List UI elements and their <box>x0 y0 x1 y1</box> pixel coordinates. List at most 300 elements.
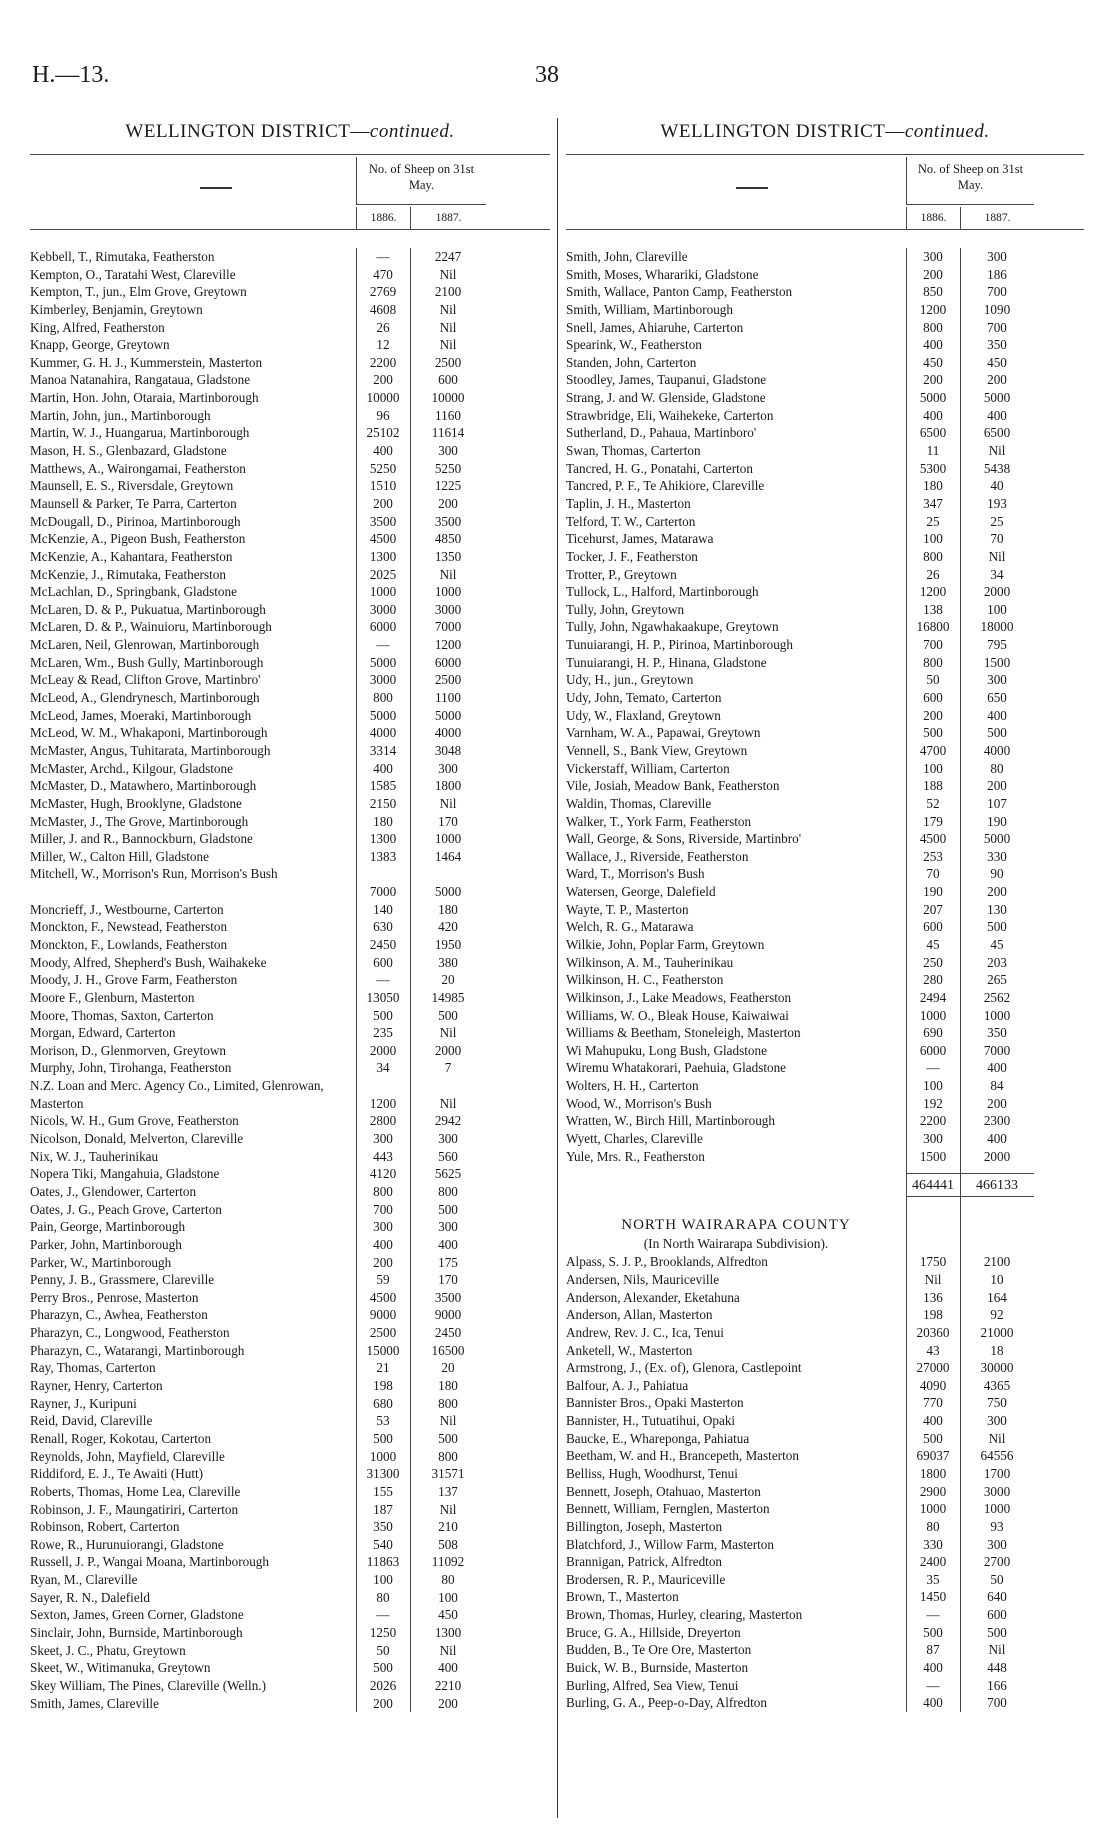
sheep-1887-value: 2100 <box>434 284 462 300</box>
sheep-1886-value: 1200 <box>369 1095 397 1111</box>
table-row <box>30 989 550 1007</box>
column-divider <box>557 118 558 1818</box>
owner-name: Strawbridge, Eli, Waihekeke, Carterton <box>566 407 774 423</box>
table-row <box>30 1359 550 1377</box>
sheep-1887-value: 45 <box>990 936 1004 952</box>
sheep-1887-value: 7000 <box>983 1042 1011 1058</box>
owner-name: Standen, John, Carterton <box>566 354 697 370</box>
section-subtitle: (In North Wairarapa Subdivision). <box>643 1236 829 1252</box>
table-row <box>566 1483 1084 1501</box>
table-row <box>30 1377 550 1395</box>
sheep-1886-value: 400 <box>923 1695 943 1711</box>
owner-name: Brown, Thomas, Hurley, clearing, Masterton <box>566 1607 803 1623</box>
sheep-1886-value: 300 <box>923 1131 943 1147</box>
owner-name: Smith, William, Martinborough <box>566 301 733 317</box>
sheep-1887-value: 80 <box>441 1572 455 1588</box>
sheep-1886-value: 1800 <box>919 1466 947 1481</box>
right-table-header <box>566 154 1084 230</box>
sheep-1887-value: 700 <box>987 1695 1007 1711</box>
sheep-1887-value: 11092 <box>431 1554 465 1570</box>
owner-name: Monckton, F., Newstead, Featherston <box>30 919 228 935</box>
table-row <box>566 1518 1084 1536</box>
owner-name: McMaster, J., The Grove, Martinborough <box>30 813 249 829</box>
sheep-1887-value: Nil <box>439 319 457 335</box>
sheep-1887-value: Nil <box>439 795 457 811</box>
sheep-1887-value: 400 <box>438 1236 458 1252</box>
sheep-1886-value: 2025 <box>369 566 397 582</box>
sheep-1887-value: 190 <box>987 813 1007 829</box>
sheep-1886-value: — <box>376 249 390 264</box>
table-row <box>30 707 550 725</box>
sheep-1887-value: 1500 <box>983 654 1011 670</box>
table-row <box>30 495 550 513</box>
owner-name: Belliss, Hugh, Woodhurst, Tenui <box>566 1466 738 1481</box>
sheep-1886-value: 192 <box>923 1095 943 1111</box>
owner-name: Mitchell, W., Morrison's Run, Morrison's Bush <box>30 866 278 882</box>
owner-name: Beetham, W. and H., Brancepeth, Masterton <box>566 1448 799 1464</box>
table-row <box>566 1641 1084 1659</box>
sheep-1887-value: 21000 <box>980 1324 1014 1340</box>
sheep-1886-value: 500 <box>923 1624 943 1640</box>
owner-name: N.Z. Loan and Merc. Agency Co., Limited, Glenrowan, Masterton <box>30 1078 324 1111</box>
table-row <box>30 530 550 548</box>
table-row <box>30 795 550 813</box>
sheep-1887-value: 2000 <box>983 584 1011 600</box>
sheep-1887-value: 500 <box>987 919 1007 935</box>
table-row <box>30 1695 550 1713</box>
sheep-1886-value: 100 <box>923 531 943 547</box>
owner-name: Smith, John, Clareville <box>566 249 688 264</box>
sheep-1886-value: 300 <box>923 249 943 264</box>
sheep-1886-value: 70 <box>926 866 940 882</box>
owner-name: Miller, W., Calton Hill, Gladstone <box>30 848 209 864</box>
sheep-1886-value: 15000 <box>366 1342 400 1358</box>
sheep-1886-value: 13050 <box>366 989 400 1005</box>
table-row <box>566 1289 1084 1307</box>
table-row <box>566 1359 1084 1377</box>
table-row <box>566 848 1084 866</box>
table-row <box>566 248 1084 266</box>
sheep-1887-value: Nil <box>439 1025 457 1041</box>
table-row <box>30 583 550 601</box>
owner-name: Udy, John, Temato, Carterton <box>566 690 722 706</box>
sheep-1886-value: 140 <box>373 901 393 917</box>
owner-name: Morgan, Edward, Carterton <box>30 1025 176 1041</box>
table-row <box>566 936 1084 954</box>
sheep-1887-value: 2247 <box>434 249 462 264</box>
sheep-1886-value: 2500 <box>369 1325 397 1341</box>
table-row <box>30 1077 550 1112</box>
table-row <box>566 1342 1084 1360</box>
sheep-1887-value: 400 <box>438 1660 458 1676</box>
sheep-1886-value: 400 <box>373 1236 393 1252</box>
column-rule <box>906 248 907 1712</box>
table-row <box>566 477 1084 495</box>
sheep-1886-value: 2200 <box>369 354 397 370</box>
owner-name: Williams & Beetham, Stoneleigh, Masterton <box>566 1025 801 1041</box>
table-row <box>566 1606 1084 1624</box>
sheep-1886-value: 187 <box>373 1501 393 1517</box>
sheep-1886-value: 350 <box>373 1519 393 1535</box>
owner-name: Wilkinson, A. M., Tauherinikau <box>566 954 734 970</box>
owner-name: Kummer, G. H. J., Kummerstein, Masterton <box>30 354 263 370</box>
table-row <box>566 460 1084 478</box>
owner-name: Martin, W. J., Huangarua, Martinborough <box>30 425 250 441</box>
sheep-1886-value: 59 <box>376 1272 390 1288</box>
sheep-1886-value: 5300 <box>919 460 947 476</box>
owner-name: Maunsell, E. S., Riversdale, Greytown <box>30 478 234 494</box>
total-1886: 464441 <box>906 1173 960 1197</box>
sheep-1886-value: 11 <box>926 443 940 459</box>
sheep-1886-value: 80 <box>376 1589 390 1605</box>
table-row <box>566 601 1084 619</box>
sheep-1886-value: 34 <box>376 1060 390 1076</box>
sheep-1887-value: Nil <box>988 1430 1006 1446</box>
owner-name: McKenzie, A., Kahantara, Featherston <box>30 548 233 564</box>
owner-name: Billington, Joseph, Masterton <box>566 1518 723 1534</box>
sheep-1886-value: 200 <box>373 1695 393 1711</box>
sheep-1887-value: 5000 <box>434 884 462 900</box>
table-row <box>566 636 1084 654</box>
sheep-1887-value: 20 <box>441 1360 455 1376</box>
owner-name: Balfour, A. J., Pahiatua <box>566 1377 689 1393</box>
sheep-1886-value: 1200 <box>919 301 947 317</box>
sheep-1886-value: 5000 <box>919 390 947 406</box>
sheep-1887-value: 300 <box>987 672 1007 688</box>
table-row <box>30 848 550 866</box>
owner-name: Wayte, T. P., Masterton <box>566 901 689 917</box>
table-row <box>566 689 1084 707</box>
table-row <box>566 1024 1084 1042</box>
owner-name: Ray, Thomas, Carterton <box>30 1360 156 1376</box>
table-row <box>30 336 550 354</box>
owner-name: Manoa Natanahira, Rangataua, Gladstone <box>30 372 251 388</box>
sheep-1887-value: 3048 <box>434 742 462 758</box>
table-row <box>566 1677 1084 1695</box>
sheep-1887-value: 2562 <box>983 989 1011 1005</box>
sheep-1886-value: — <box>926 1607 940 1623</box>
sheep-1887-value: 300 <box>438 1219 458 1235</box>
table-row <box>566 1659 1084 1677</box>
sheep-1887-value: 166 <box>987 1677 1007 1693</box>
table-row <box>30 1395 550 1413</box>
year-1886-header: 1886. <box>356 207 410 229</box>
table-row <box>30 1483 550 1501</box>
sheep-1886-value: 2200 <box>919 1113 947 1129</box>
sheep-1887-value: 300 <box>438 1131 458 1147</box>
table-row <box>566 1430 1084 1448</box>
owner-name: Ryan, M., Clareville <box>30 1572 138 1588</box>
sheep-1887-value: 4850 <box>434 531 462 547</box>
sheep-1886-value: 180 <box>373 813 393 829</box>
sheep-1886-value: 155 <box>373 1483 393 1499</box>
owner-name: Rayner, Henry, Carterton <box>30 1378 163 1394</box>
owner-name: McMaster, Archd., Kilgour, Gladstone <box>30 760 233 776</box>
sheep-1887-value: 70 <box>990 531 1004 547</box>
owner-name: McMaster, D., Matawhero, Martinborough <box>30 778 257 794</box>
sheep-1887-value: 5250 <box>434 460 462 476</box>
sheep-1887-value: 508 <box>438 1536 458 1552</box>
owner-name: Tunuiarangi, H. P., Pirinoa, Martinborough <box>566 637 793 653</box>
sheep-1887-value: 1950 <box>434 937 462 952</box>
table-row <box>566 777 1084 795</box>
owner-name: Varnham, W. A., Papawai, Greytown <box>566 725 761 741</box>
sheep-1887-value: 170 <box>438 813 458 829</box>
owner-name: Anderson, Allan, Masterton <box>566 1307 713 1323</box>
sheep-1887-value: 14985 <box>431 989 465 1005</box>
right-column-title <box>566 120 1084 154</box>
sheep-1886-value: 500 <box>373 1660 393 1676</box>
owner-name: McDougall, D., Pirinoa, Martinborough <box>30 513 241 529</box>
owner-name: Udy, W., Flaxland, Greytown <box>566 707 721 723</box>
sheep-1887-value: 200 <box>987 778 1007 794</box>
table-row <box>566 760 1084 778</box>
left-table-body <box>30 248 550 1712</box>
sheep-1887-value: 10 <box>990 1271 1004 1287</box>
sheep-1887-value: 2942 <box>434 1113 462 1129</box>
owner-name: Wood, W., Morrison's Bush <box>566 1095 712 1111</box>
table-row <box>566 389 1084 407</box>
sheep-1886-value: 4500 <box>369 1289 397 1305</box>
sheep-1887-value: 448 <box>987 1660 1007 1676</box>
sheep-count-header: No. of Sheep on 31st May. <box>906 157 1034 205</box>
sheep-1886-value: 630 <box>373 919 393 935</box>
table-row <box>30 1112 550 1130</box>
sheep-1887-value: 5000 <box>434 707 462 723</box>
owner-name: Moncrieff, J., Westbourne, Carterton <box>30 901 224 917</box>
sheep-1887-value: 1090 <box>983 301 1011 317</box>
owner-name: Williams, W. O., Bleak House, Kaiwaiwai <box>566 1007 789 1023</box>
sheep-1887-value: Nil <box>439 1095 457 1111</box>
sheep-1886-value: 800 <box>373 690 393 706</box>
sheep-1887-value: 1800 <box>434 778 462 794</box>
sheep-1886-value: 700 <box>373 1201 393 1217</box>
sheep-1886-value: 200 <box>923 372 943 388</box>
table-row <box>566 865 1084 883</box>
owner-name: Vickerstaff, William, Carterton <box>566 760 730 776</box>
sheep-1887-value: Nil <box>439 1413 457 1429</box>
sheep-1886-value: 52 <box>926 795 940 811</box>
sheep-1886-value: 500 <box>923 1430 943 1446</box>
sheep-1886-value: 96 <box>376 407 390 423</box>
sheep-1886-value: 100 <box>923 760 943 776</box>
sheep-1886-value: 5000 <box>369 707 397 723</box>
sheep-1887-value: 6500 <box>983 425 1011 441</box>
owner-name: McKenzie, A., Pigeon Bush, Featherston <box>30 531 246 547</box>
sheep-1886-value: 800 <box>373 1183 393 1199</box>
owner-name: Anketell, W., Masterton <box>566 1342 693 1358</box>
sheep-1887-value: 1000 <box>434 584 462 600</box>
table-row <box>30 1059 550 1077</box>
table-row <box>566 813 1084 831</box>
sheep-1886-value: 2400 <box>919 1554 947 1570</box>
owner-name: Smith, Wallace, Panton Camp, Featherston <box>566 284 793 300</box>
sheep-1886-value: — <box>376 972 390 988</box>
sheep-1887-value: 4000 <box>983 742 1011 758</box>
year-1886-header: 1886. <box>906 207 960 229</box>
sheep-1886-value: 1000 <box>919 1007 947 1023</box>
sheep-1886-value: 1300 <box>369 831 397 847</box>
table-row <box>566 901 1084 919</box>
sheep-1886-value: 400 <box>373 443 393 459</box>
sheep-1886-value: 80 <box>926 1518 940 1534</box>
sheep-1887-value: 180 <box>438 901 458 917</box>
table-row <box>566 424 1084 442</box>
title-main: WELLINGTON DISTRICT— <box>660 121 905 142</box>
sheep-1886-value: 200 <box>923 707 943 723</box>
table-row <box>30 1271 550 1289</box>
table-row <box>566 671 1084 689</box>
column-rule <box>960 248 961 1712</box>
table-row <box>566 530 1084 548</box>
sheep-1887-value: 180 <box>438 1378 458 1394</box>
sheep-1886-value: 1000 <box>369 1448 397 1464</box>
table-row <box>30 1342 550 1360</box>
sheep-1886-value: 6000 <box>919 1042 947 1058</box>
sheep-1886-value: 11863 <box>366 1554 400 1570</box>
table-row <box>30 1236 550 1254</box>
section-title: NORTH WAIRARAPA COUNTY <box>621 1217 851 1234</box>
sheep-1886-value: 800 <box>923 654 943 670</box>
owner-name: Baucke, E., Whareponga, Pahiatua <box>566 1430 750 1446</box>
table-row <box>566 1059 1084 1077</box>
table-row <box>30 1501 550 1519</box>
sheep-1886-value: 500 <box>373 1430 393 1446</box>
owner-name: Skeet, W., Witimanuka, Greytown <box>30 1660 211 1676</box>
sheep-1886-value: 188 <box>923 778 943 794</box>
table-row <box>30 936 550 954</box>
sheep-1887-value: 300 <box>987 1536 1007 1552</box>
sheep-1887-value: 137 <box>438 1483 458 1499</box>
sheep-1887-value: 18000 <box>980 619 1014 635</box>
sheep-1886-value: 300 <box>373 1219 393 1235</box>
sheep-1887-value: 350 <box>987 337 1007 353</box>
owner-name: McLaren, Neil, Glenrowan, Martinborough <box>30 637 260 653</box>
table-row <box>30 266 550 284</box>
owner-name: Bennett, Joseph, Otahuao, Masterton <box>566 1483 761 1499</box>
owner-name: Bannister Bros., Opaki Masterton <box>566 1395 744 1411</box>
table-row <box>566 1571 1084 1589</box>
sheep-1887-value: 107 <box>987 795 1007 811</box>
sheep-1886-value: 53 <box>376 1413 390 1429</box>
owner-name: Penny, J. B., Grassmere, Clareville <box>30 1272 215 1288</box>
owner-name: Budden, B., Te Ore Ore, Masterton <box>566 1642 752 1658</box>
sheep-1886-value: 600 <box>373 954 393 970</box>
sheep-1887-value: 10000 <box>431 390 465 406</box>
sheep-1886-value: 5250 <box>369 460 397 476</box>
owner-name: Wratten, W., Birch Hill, Martinborough <box>566 1113 775 1129</box>
table-row <box>30 1289 550 1307</box>
table-row <box>30 1606 550 1624</box>
title-continued: continued. <box>369 121 455 142</box>
page-number: 38 <box>535 62 559 88</box>
owner-name: Ticehurst, James, Matarawa <box>566 531 714 547</box>
table-row <box>566 1412 1084 1430</box>
table-row <box>30 513 550 531</box>
sheep-1887-value: 500 <box>438 1007 458 1023</box>
sheep-1887-value: 560 <box>438 1148 458 1164</box>
sheep-1886-value: 25 <box>926 513 940 529</box>
sheep-1887-value: 50 <box>990 1571 1004 1587</box>
sheep-1887-value: 400 <box>987 1060 1007 1076</box>
sheep-1886-value: 690 <box>923 1025 943 1041</box>
table-row <box>566 1624 1084 1642</box>
sheep-1886-value: 400 <box>373 760 393 776</box>
table-row <box>30 1042 550 1060</box>
sheep-1887-value: 93 <box>990 1518 1004 1534</box>
sheep-1886-value: 280 <box>923 972 943 988</box>
sheep-1887-value: 1350 <box>434 548 462 564</box>
sheep-1886-value: 190 <box>923 884 943 900</box>
sheep-1886-value: 1200 <box>919 584 947 600</box>
table-row <box>30 918 550 936</box>
sheep-1887-value: Nil <box>988 548 1006 564</box>
owner-name: Rowe, R., Hurunuiorangi, Gladstone <box>30 1536 224 1552</box>
owner-name: Sayer, R. N., Dalefield <box>30 1589 150 1605</box>
sheep-1887-value: 5438 <box>983 460 1011 476</box>
sheep-1886-value: — <box>376 637 390 653</box>
sheep-1886-value: 4120 <box>369 1166 397 1182</box>
sheep-1886-value: 69037 <box>916 1448 950 1464</box>
owner-name: Renall, Roger, Kokotau, Carterton <box>30 1430 212 1446</box>
sheep-1887-value: 300 <box>987 1413 1007 1429</box>
sheep-1886-value: 1500 <box>919 1148 947 1164</box>
sheep-1886-value: Nil <box>924 1271 942 1287</box>
owner-name: Spearink, W., Featherston <box>566 337 702 353</box>
owner-name: Tullock, L., Halford, Martinborough <box>566 584 759 600</box>
owner-name: Nix, W. J., Tauherinikau <box>30 1148 159 1164</box>
sheep-1887-value: 600 <box>987 1607 1007 1623</box>
table-row <box>30 442 550 460</box>
sheep-1886-value: 4500 <box>369 531 397 547</box>
left-table-header <box>30 154 550 230</box>
owner-name: Maunsell & Parker, Te Parra, Carterton <box>30 495 237 511</box>
owner-name: Trotter, P., Greytown <box>566 566 677 582</box>
sheep-1886-value: 330 <box>923 1536 943 1552</box>
table-row <box>30 618 550 636</box>
sheep-1887-value: 1700 <box>983 1466 1011 1481</box>
sheep-1887-value: 2000 <box>983 1148 1011 1164</box>
sheep-1887-value: 2700 <box>983 1554 1011 1570</box>
sheep-1886-value: 1000 <box>369 584 397 600</box>
table-row <box>30 1306 550 1324</box>
sheep-1887-value: 2000 <box>434 1042 462 1058</box>
sheep-1886-value: 26 <box>926 566 940 582</box>
table-row <box>566 618 1084 636</box>
sheep-1887-value: 300 <box>987 249 1007 264</box>
total-1887: 466133 <box>960 1173 1034 1197</box>
sheep-1887-value: 600 <box>438 372 458 388</box>
owner-name: Bruce, G. A., Hillside, Dreyerton <box>566 1624 741 1640</box>
sheep-1887-value: 64556 <box>980 1448 1014 1464</box>
sheep-1887-value: 2500 <box>434 354 462 370</box>
owner-name: Yule, Mrs. R., Featherston <box>566 1148 705 1164</box>
table-row <box>566 954 1084 972</box>
sheep-1887-value: Nil <box>439 1501 457 1517</box>
table-row <box>566 918 1084 936</box>
left-column <box>30 120 550 1712</box>
table-row <box>30 1165 550 1183</box>
owner-name: Nicols, W. H., Gum Grove, Featherston <box>30 1113 239 1129</box>
table-row <box>566 1324 1084 1342</box>
sheep-1886-value: 4608 <box>369 301 397 317</box>
year-1887-header: 1887. <box>960 207 1034 229</box>
table-row <box>566 301 1084 319</box>
table-row <box>30 1412 550 1430</box>
sheep-1887-value: Nil <box>988 443 1006 459</box>
owner-name: Sutherland, D., Pahaua, Martinboro' <box>566 425 757 441</box>
owner-name: Tancred, P. F., Te Ahikiore, Clareville <box>566 478 765 494</box>
